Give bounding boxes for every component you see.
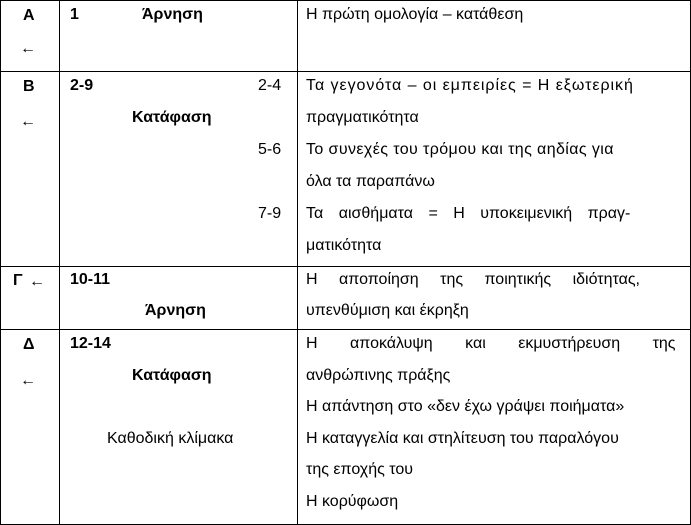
section-letter: Δ: [23, 336, 35, 353]
row-divider-3: [0, 329, 691, 330]
description-line: ανθρώπινης πράξης: [306, 367, 451, 384]
verse-range: 10-11: [70, 271, 111, 288]
description-line: [306, 76, 682, 96]
description-line: ματικότητα: [306, 237, 382, 254]
description-line: Η πρώτη ομολογία – κατάθεση: [306, 6, 524, 23]
column-divider-2: [297, 0, 298, 525]
verse-range: 2-9: [70, 77, 94, 94]
description-line: υπενθύμιση και έκρηξη: [306, 302, 469, 319]
table-border-left: [0, 0, 1, 525]
row-divider-2: [0, 266, 691, 267]
column-divider-1: [59, 0, 60, 525]
description-line-text: Η αποκάλυψη και εκμυστήρευση της: [306, 335, 676, 352]
stance-label: Άρνηση: [145, 302, 206, 319]
table-border-top: [0, 0, 691, 1]
arrow-icon: ←: [29, 273, 45, 290]
section-letter: Α: [23, 7, 35, 24]
description-line: Η απάντηση στο «δεν έχω γράψει ποιήματα»: [306, 398, 625, 415]
subrange-label: 7-9: [258, 205, 282, 222]
description-line: όλα τα παραπάνω: [306, 173, 435, 190]
subrange-label: 2-4: [258, 77, 282, 94]
arrow-icon: ←: [20, 113, 36, 130]
description-line: πραγματικότητα: [306, 109, 419, 126]
description-line: Η καταγγελία και στηλίτευση του παραλόγου: [306, 430, 619, 447]
row-divider-1: [0, 71, 691, 72]
description-line: της εποχής του: [306, 461, 413, 478]
section-letter: Β: [23, 78, 35, 95]
description-line: [306, 270, 640, 290]
section-letter: Γ: [13, 272, 23, 289]
description-line: [306, 140, 682, 160]
description-line-text: Τα γεγονότα – οι εμπειρίες = Η εξωτερική: [306, 77, 634, 94]
arrow-icon: ←: [20, 372, 36, 389]
arrow-icon: ←: [20, 40, 36, 57]
description-line-text: Το συνεχές του τρόμου και της αηδίας για: [306, 141, 614, 158]
stance-label: Άρνηση: [142, 6, 203, 23]
description-line-text: Τα αισθήματα = Η υποκειμενική πραγ-: [306, 205, 631, 222]
description-line: [306, 204, 682, 224]
subrange-label: 5-6: [258, 141, 282, 158]
description-line-text: Η αποποίηση της ποιητικής ιδιότητας,: [306, 271, 640, 288]
description-line: [306, 334, 676, 354]
verse-range: 12-14: [70, 335, 111, 352]
description-line: Η κορύφωση: [306, 493, 399, 510]
stance-label: Κατάφαση: [132, 109, 212, 126]
scale-label: Καθοδική κλίμακα: [107, 430, 234, 447]
stance-label: Κατάφαση: [132, 367, 212, 384]
verse-range: 1: [70, 6, 79, 23]
